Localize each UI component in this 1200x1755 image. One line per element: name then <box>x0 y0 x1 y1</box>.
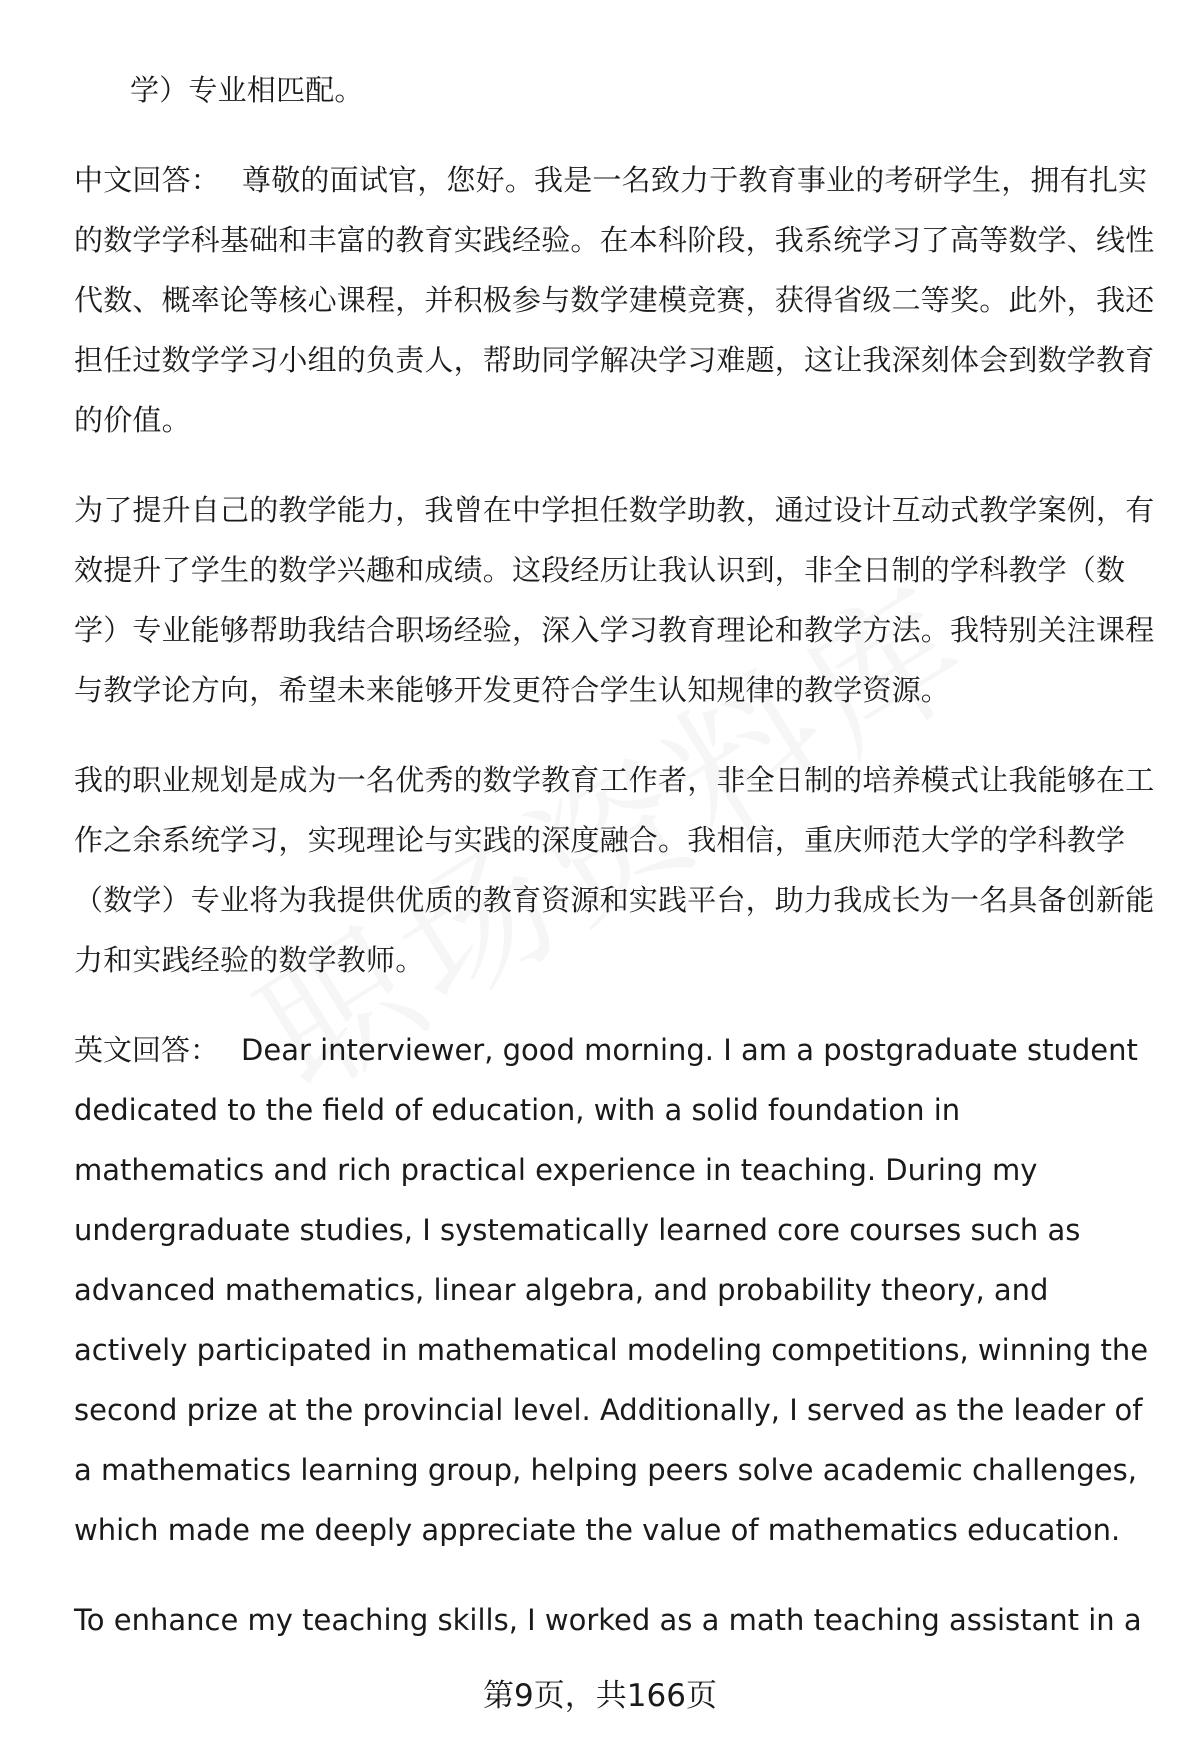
page-number-footer: 第9页，共166页 <box>483 1678 717 1714</box>
paragraph-english-answer-2: To enhance my teaching skills, I worked as a math teaching assistant in a <box>74 1603 1142 1637</box>
chinese-answer-label: 中文回答： <box>74 163 221 197</box>
chinese-answer-text: 尊敬的面试官，您好。我是一名致力于教育事业的考研学生，拥有扎实的数学学科基础和丰富的教育实践经验。在本科阶段，我系统学习了高等数学、线性代数、概率论等核心课程，并积极参与数学建模竞赛，获得省级二等奖。此外，我还担任过数学学习小组的负责人，帮助同学解决学习难题，这让我深刻体会到数学教育的价值。 <box>74 163 1155 437</box>
paragraph-chinese-answer-2: 为了提升自己的教学能力，我曾在中学担任数学助教，通过设计互动式教学案例，有效提升了学生的数学兴趣和成绩。这段经历让我认识到，非全日制的学科教学（数学）专业能够帮助我结合职场经验，深入学习教育理论和教学方法。我特别关注课程与教学论方向，希望未来能够开发更符合学生认知规律的教学资源。 <box>74 493 1155 707</box>
paragraph-chinese-answer-3: 我的职业规划是成为一名优秀的数学教育工作者，非全日制的培养模式让我能够在工作之余系统学习，实现理论与实践的深度融合。我相信，重庆师范大学的学科教学（数学）专业将为我提供优质的教育资源和实践平台，助力我成长为一名具备创新能力和实践经验的数学教师。 <box>74 763 1155 977</box>
paragraph-chinese-answer-1 <box>74 150 1159 450</box>
english-answer-label: 英文回答： <box>74 1033 220 1067</box>
paragraph-continuation: 学）专业相匹配。 <box>130 73 364 107</box>
paragraph-english-answer-1 <box>74 1020 1159 1560</box>
english-answer-text: Dear interviewer, good morning. I am a postgraduate student dedicated to the field of education, with a solid foundation in mathematics and rich practical experience in teaching. During my undergraduate studies, I systematically learned core courses such as advanced mathematics, linear algebra, and probability theory, and actively participated in mathematical modeling competitions, winning the second prize at the provincial level. Additionally, I served as the leader of a mathematics learning group, helping peers solve academic challenges, which made me deeply appreciate the value of mathematics education. <box>74 1033 1149 1547</box>
page-content <box>74 60 1159 1650</box>
